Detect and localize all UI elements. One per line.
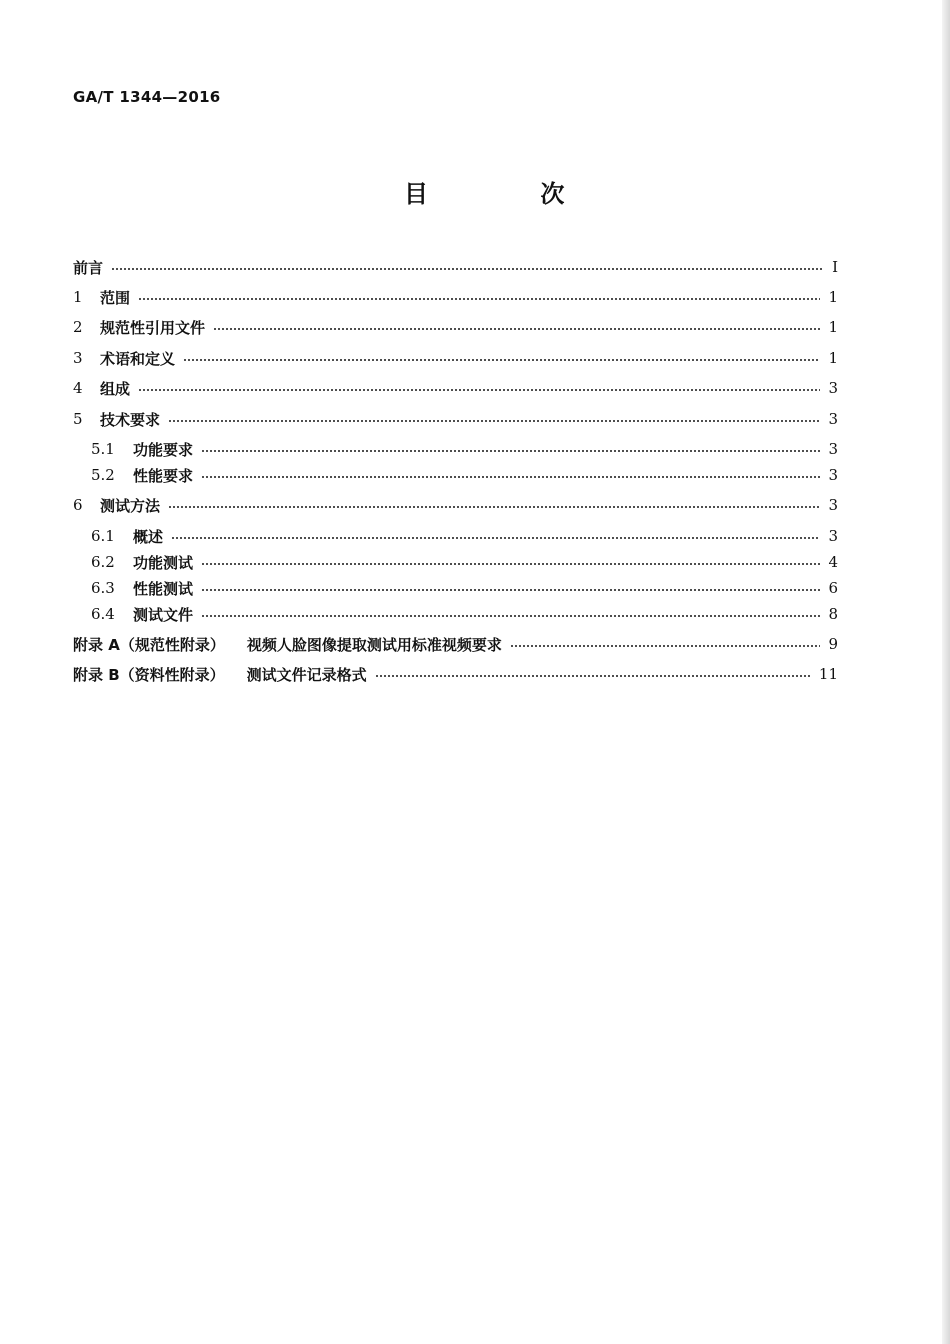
toc-label: 附录 A（规范性附录） [73,635,225,654]
toc-page: 4 [828,553,838,571]
toc-entry-6-4[interactable] [73,603,838,625]
toc-entry-6-3[interactable] [73,577,838,599]
toc-entry-3[interactable] [73,347,838,369]
toc-number: 6.2 [91,553,115,571]
toc-label: 测试文件 [133,605,194,624]
toc-leader [201,589,820,591]
toc-number: 6.3 [91,579,115,597]
toc-label: 规范性引用文件 [100,318,206,337]
toc-leader [201,615,820,617]
toc-label: 测试方法 [100,496,161,515]
toc-number: 5.2 [91,466,115,484]
toc-leader [168,506,820,508]
toc-leader [201,563,820,565]
toc-leader [111,268,822,270]
toc-label: 概述 [133,527,164,546]
toc-label: 术语和定义 [100,349,176,368]
toc-number: 6.4 [91,605,115,623]
toc-entry-5-2[interactable] [73,464,838,486]
toc-label: 功能测试 [133,553,194,572]
toc-page: 3 [828,440,838,458]
standard-id: GA/T 1344—2016 [73,88,221,106]
toc-page: 3 [828,496,838,514]
toc-label: 附录 B（资料性附录） [73,665,225,684]
toc-page: 1 [828,349,838,367]
toc-label: 范围 [100,288,131,307]
page-edge-shadow [942,0,950,1344]
toc-number: 6 [73,496,83,514]
toc-entry-2[interactable] [73,316,838,338]
toc-leader [183,359,820,361]
toc-entry-appendix-a[interactable] [73,633,838,655]
toc-page: 11 [818,665,838,683]
toc-leader [201,450,820,452]
toc-number: 5.1 [91,440,115,458]
toc-label: 技术要求 [100,410,161,429]
toc-label: 前言 [73,258,104,277]
toc-page: 3 [828,379,838,397]
toc-label: 功能要求 [133,440,194,459]
toc-leader [510,645,821,647]
toc-entry-5-1[interactable] [73,438,838,460]
toc-page: 3 [828,410,838,428]
toc-entry-4[interactable] [73,377,838,399]
toc-number: 1 [73,288,83,306]
toc-leader [213,328,820,330]
toc-number: 6.1 [91,527,115,545]
toc-page: 3 [828,527,838,545]
page-title: 目 次 [404,180,617,208]
toc-label: 性能测试 [133,579,194,598]
toc-number: 3 [73,349,83,367]
toc-number: 5 [73,410,83,428]
toc-leader [201,476,820,478]
toc-leader [375,675,811,677]
toc-leader [171,537,820,539]
toc-leader [138,298,820,300]
toc-entry-6-2[interactable] [73,551,838,573]
toc-entry-appendix-b[interactable] [73,663,838,685]
toc-entry-6-1[interactable] [73,525,838,547]
toc-page: Ⅰ [832,258,838,276]
toc-appendix-title: 测试文件记录格式 [246,665,367,684]
toc-page: 3 [828,466,838,484]
toc-page: 6 [828,579,838,597]
toc-label: 性能要求 [133,466,194,485]
toc-entry-1[interactable] [73,286,838,308]
toc-page: 9 [828,635,838,653]
toc-page: 8 [828,605,838,623]
toc-entry-foreword[interactable] [73,256,838,278]
toc-page: 1 [828,318,838,336]
toc-leader [168,420,820,422]
toc-appendix-title: 视频人脸图像提取测试用标准视频要求 [246,635,502,654]
toc-label: 组成 [100,379,131,398]
toc-entry-5[interactable] [73,408,838,430]
toc-entry-6[interactable] [73,494,838,516]
toc-number: 4 [73,379,83,397]
toc-number: 2 [73,318,83,336]
toc-leader [138,389,820,391]
toc-page: 1 [828,288,838,306]
